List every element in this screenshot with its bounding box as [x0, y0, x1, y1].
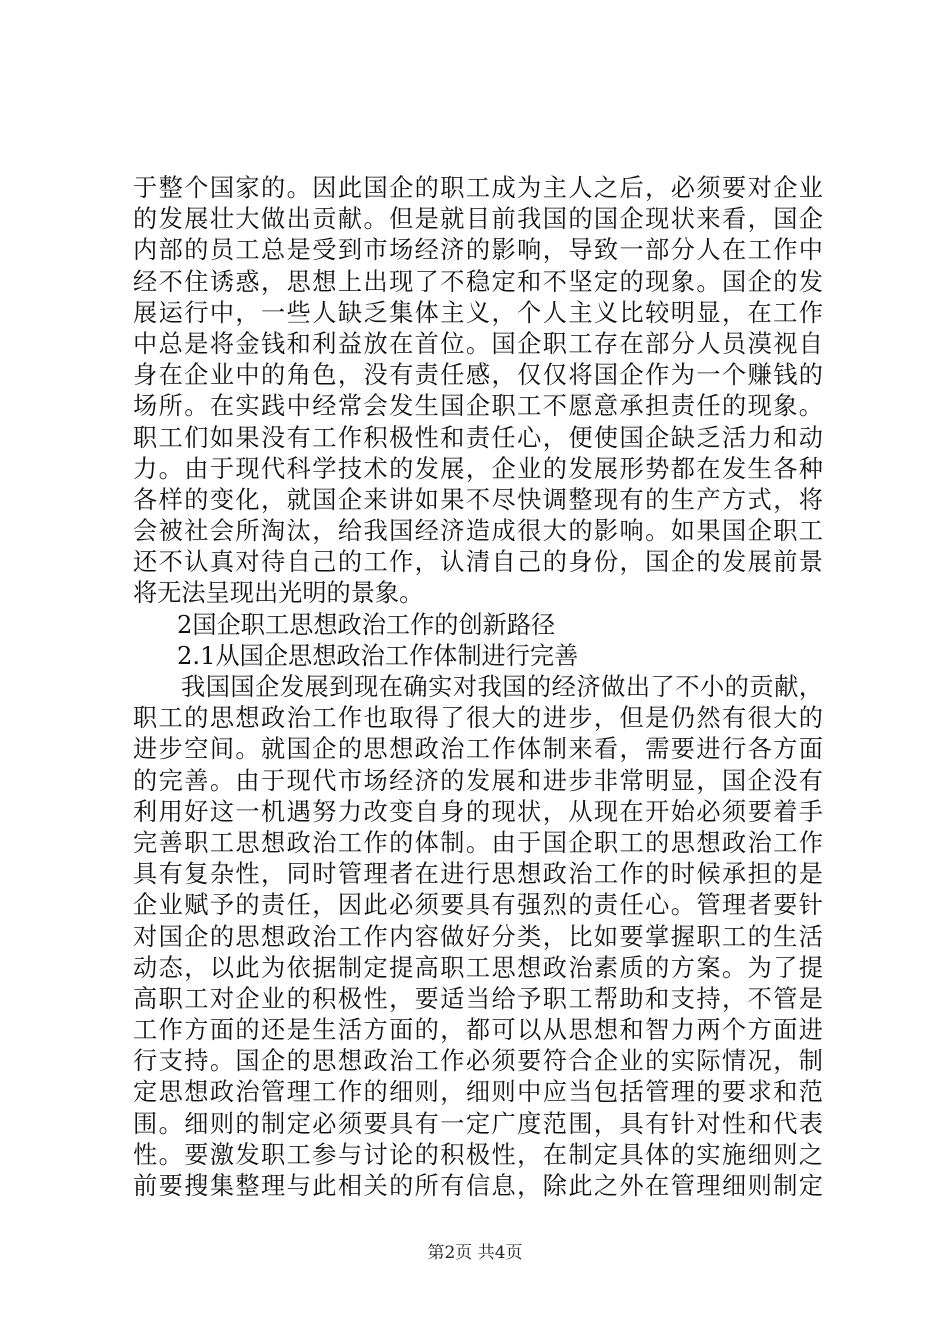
paragraph-line: 于整个国家的。因此国企的职工成为主人之后，必须要对企业 [133, 174, 823, 202]
paragraph-line: 行支持。国企的思想政治工作必须要符合企业的实际情况，制 [133, 1047, 823, 1076]
paragraph-line: 各样的变化，就国企来讲如果不尽快调整现有的生产方式，将 [133, 485, 823, 514]
paragraph-line: 对国企的思想政治工作内容做好分类，比如要掌握职工的生活 [133, 922, 823, 951]
section-heading: 2国企职工思想政治工作的创新路径 [177, 610, 556, 639]
paragraph-line: 身在企业中的角色，没有责任感，仅仅将国企作为一个赚钱的 [133, 361, 823, 390]
paragraph-line: 场所。在实践中经常会发生国企职工不愿意承担责任的现象。 [133, 392, 823, 421]
paragraph-line: 前要搜集整理与此相关的所有信息，除此之外在管理细则制定 [133, 1172, 823, 1200]
paragraph-line: 的发展壮大做出贡献。但是就目前我国的国企现状来看，国企 [133, 205, 823, 234]
paragraph-line: 会被社会所淘汰，给我国经济造成很大的影响。如果国企职工 [133, 517, 823, 546]
paragraph-line: 中总是将金钱和利益放在首位。国企职工存在部分人员漠视自 [133, 329, 823, 358]
paragraph-line: 利用好这一机遇努力改变自身的现状，从现在开始必须要着手 [133, 797, 823, 826]
paragraph-line: 进步空间。就国企的思想政治工作体制来看，需要进行各方面 [133, 735, 823, 764]
paragraph-line: 动态，以此为依据制定提高职工思想政治素质的方案。为了提 [133, 953, 823, 982]
paragraph-line: 具有复杂性，同时管理者在进行思想政治工作的时候承担的是 [133, 860, 823, 889]
paragraph-line: 职工们如果没有工作积极性和责任心，便使国企缺乏活力和动 [133, 423, 823, 452]
paragraph-line: 工作方面的还是生活方面的，都可以从思想和智力两个方面进 [133, 1016, 823, 1045]
paragraph-line: 性。要激发职工参与讨论的积极性，在制定具体的实施细则之 [133, 1140, 823, 1169]
paragraph-line: 完善职工思想政治工作的体制。由于国企职工的思想政治工作 [133, 828, 823, 857]
paragraph-line: 内部的员工总是受到市场经济的影响，导致一部分人在工作中 [133, 236, 823, 265]
page-footer: 第2页 共4页 [427, 1243, 523, 1263]
subsection-heading: 2.1从国企思想政治工作体制进行完善 [177, 641, 579, 670]
body-text [133, 173, 823, 1202]
paragraph-line: 力。由于现代科学技术的发展，企业的发展形势都在发生各种 [133, 454, 823, 483]
paragraph-line: 企业赋予的责任，因此必须要具有强烈的责任心。管理者要针 [133, 891, 823, 920]
paragraph-line: 高职工对企业的积极性，要适当给予职工帮助和支持，不管是 [133, 984, 823, 1013]
paragraph-line: 围。细则的制定必须要具有一定广度范围，具有针对性和代表 [133, 1109, 823, 1138]
paragraph-line: 定思想政治管理工作的细则，细则中应当包括管理的要求和范 [133, 1078, 823, 1107]
paragraph-line: 的完善。由于现代市场经济的发展和进步非常明显，国企没有 [133, 766, 823, 795]
paragraph-line: 我国国企发展到现在确实对我国的经济做出了不小的贡献， [181, 673, 823, 701]
paragraph-line: 展运行中，一些人缺乏集体主义，个人主义比较明显，在工作 [133, 298, 823, 327]
paragraph-line: 经不住诱惑，思想上出现了不稳定和不坚定的现象。国企的发 [133, 267, 823, 296]
paragraph-line: 职工的思想政治工作也取得了很大的进步，但是仍然有很大的 [133, 704, 823, 733]
paragraph-line: 还不认真对待自己的工作，认清自己的身份，国企的发展前景 [133, 548, 823, 577]
paragraph-line: 将无法呈现出光明的景象。 [133, 579, 424, 608]
